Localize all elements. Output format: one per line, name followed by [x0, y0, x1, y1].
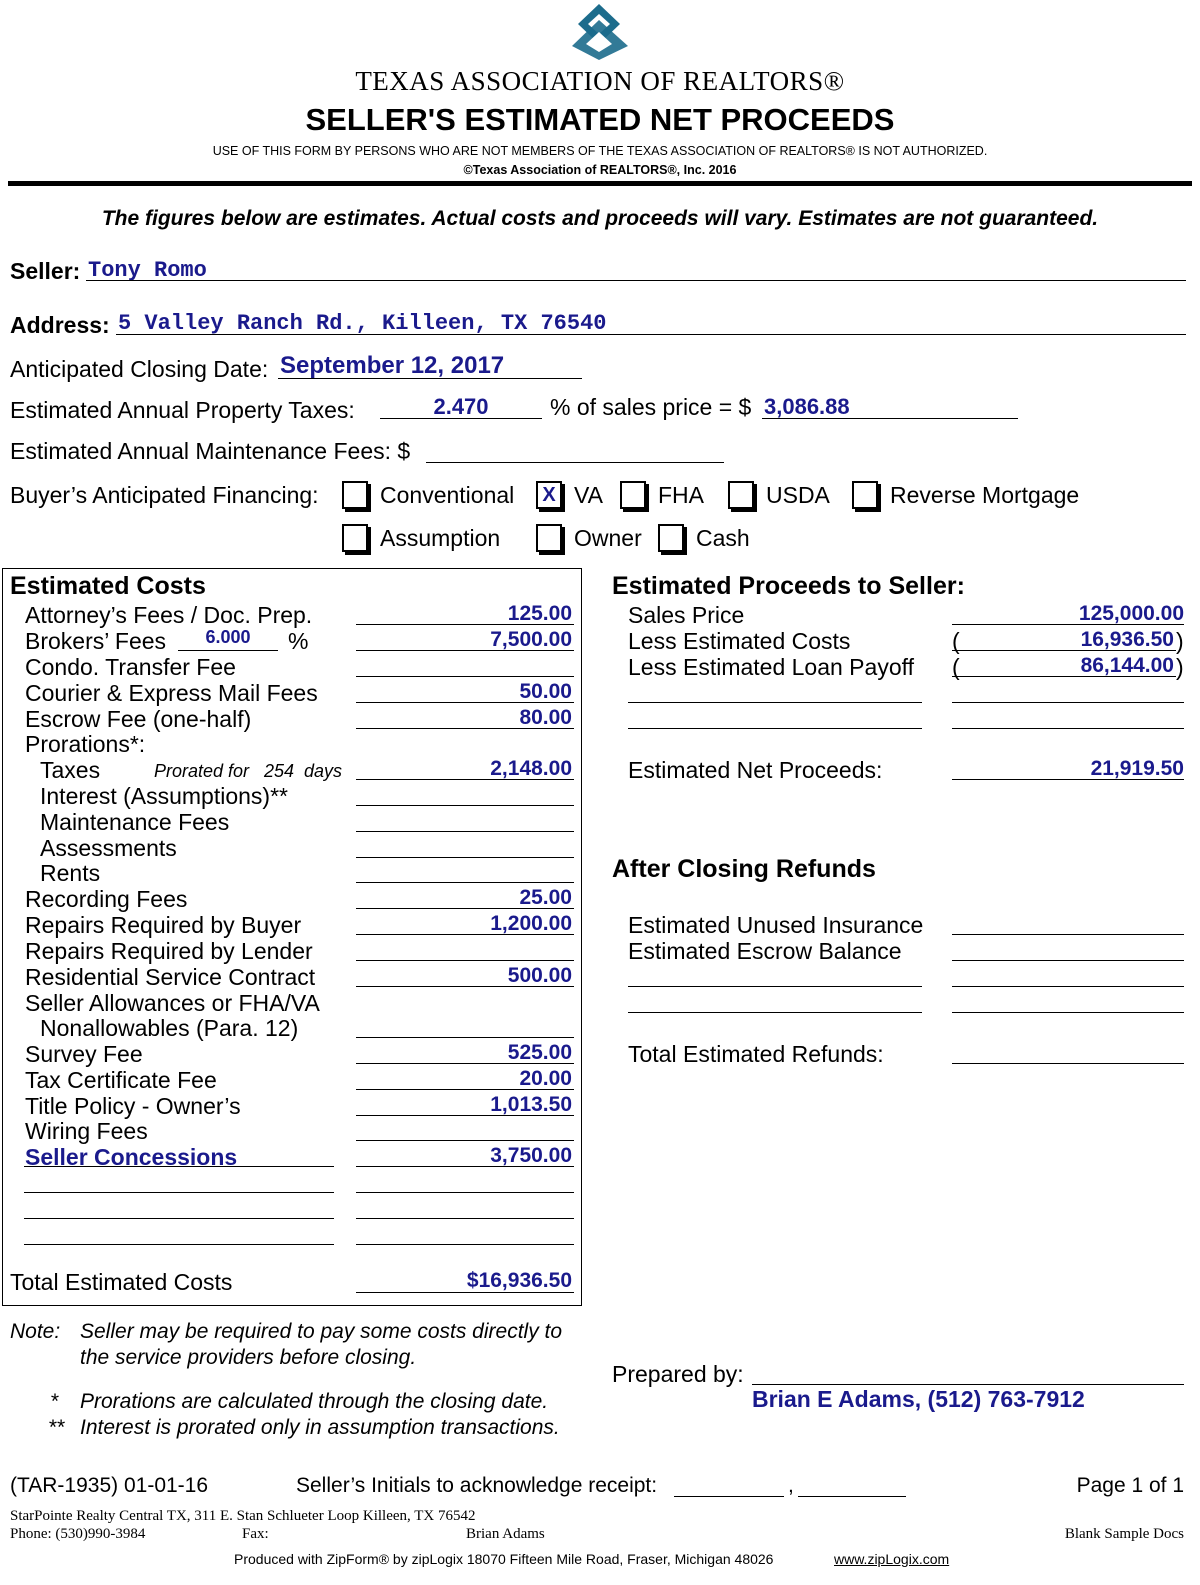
fha-label: FHA	[658, 482, 704, 508]
cost-attorney-field[interactable]: 125.00	[507, 602, 572, 625]
address-underline	[116, 334, 1186, 335]
cost-label-assessments: Assessments	[40, 835, 177, 861]
proration-note-b: days	[304, 761, 343, 781]
total-costs-field[interactable]: $16,936.50	[466, 1269, 572, 1292]
org-name: TEXAS ASSOCIATION OF REALTORS®	[355, 66, 845, 96]
cost-rents-field[interactable]	[356, 882, 574, 883]
broker-pct-field[interactable]: 6.000	[205, 627, 251, 647]
cost-label-attorney: Attorney’s Fees / Doc. Prep.	[25, 602, 313, 628]
extra-refund-label-1[interactable]	[628, 986, 922, 987]
cost-label-repairs-lender: Repairs Required by Lender	[25, 938, 313, 964]
disclaimer: The figures below are estimates. Actual costs and proceeds will vary. Estimates are not guaranteed.	[101, 207, 1099, 230]
note-label: Note:	[10, 1320, 61, 1343]
footnote-prorations: Prorations are calculated through the closing date.	[80, 1390, 549, 1413]
footnote-interest: Interest is prorated only in assumption transactions.	[80, 1416, 560, 1439]
cost-label-repairs-buyer: Repairs Required by Buyer	[25, 912, 302, 938]
owner-checkbox[interactable]	[536, 524, 562, 552]
taxes-label: Estimated Annual Property Taxes:	[10, 397, 355, 423]
cost-repairs-lender-field[interactable]	[356, 960, 574, 961]
extra-proceeds-field-1[interactable]	[952, 702, 1184, 703]
cost-label-rents: Rents	[40, 860, 101, 886]
cost-condo-field[interactable]	[356, 676, 574, 677]
cost-label-wiring: Wiring Fees	[25, 1118, 148, 1144]
cost-label-brokers: Brokers’ Fees	[25, 628, 167, 654]
initials-field-1[interactable]	[674, 1496, 784, 1497]
sales-price-label: Sales Price	[628, 602, 745, 628]
cost-label-survey: Survey Fee	[25, 1041, 143, 1067]
conventional-checkbox[interactable]	[342, 481, 368, 509]
address-label: Address:	[10, 312, 110, 338]
reverse-mortgage-label: Reverse Mortgage	[890, 482, 1080, 508]
proceeds-heading: Estimated Proceeds to Seller:	[612, 572, 965, 600]
total-costs-label: Total Estimated Costs	[10, 1269, 233, 1295]
refunds-heading: After Closing Refunds	[612, 855, 876, 883]
maint-label: Estimated Annual Maintenance Fees: $	[10, 438, 411, 464]
cost-title-policy-field[interactable]: 1,013.50	[490, 1093, 572, 1116]
doc-name: Blank Sample Docs	[1064, 1526, 1184, 1542]
fha-checkbox[interactable]	[620, 481, 646, 509]
cost-label-taxes: Taxes	[40, 757, 101, 783]
form-id: (TAR-1935) 01-01-16	[10, 1474, 209, 1497]
extra-refund-label-2[interactable]	[628, 1012, 922, 1013]
broker-pct-sign: %	[288, 628, 309, 654]
cost-label-allowances: Seller Allowances or FHA/VA	[25, 990, 320, 1016]
assumption-label: Assumption	[380, 525, 501, 551]
cost-service-contract-field[interactable]: 500.00	[507, 964, 572, 987]
cost-assessments-field[interactable]	[356, 857, 574, 858]
cost-allowances-field[interactable]	[356, 1037, 574, 1038]
cost-repairs-buyer-field[interactable]: 1,200.00	[490, 912, 572, 935]
less-loan-close-paren: )	[1176, 654, 1184, 680]
reverse-mortgage-checkbox[interactable]	[852, 481, 878, 509]
cash-checkbox[interactable]	[658, 524, 684, 552]
extra-cost-label-1[interactable]	[24, 1192, 334, 1193]
less-costs-close-paren: )	[1176, 628, 1184, 654]
note-line-1: Seller may be required to pay some costs directly to	[80, 1320, 563, 1343]
extra-cost-label-3[interactable]	[24, 1244, 334, 1245]
less-loan-label: Less Estimated Loan Payoff	[628, 654, 914, 680]
extra-refund-field-1[interactable]	[952, 986, 1184, 987]
initials-separator: ,	[788, 1474, 794, 1497]
escrow-balance-field[interactable]	[952, 960, 1184, 961]
produced-with: Produced with ZipForm® by zipLogix 18070 Fifteen Mile Road, Fraser, Michigan 48026	[234, 1551, 774, 1567]
prepared-by-label: Prepared by:	[612, 1361, 744, 1387]
office-phone: Phone: (530)990-3984	[10, 1526, 146, 1542]
cost-tax-cert-field[interactable]: 20.00	[519, 1067, 572, 1090]
extra-proceeds-field-2[interactable]	[952, 728, 1184, 729]
prepared-by-field[interactable]: Brian E Adams, (512) 763-7912	[752, 1386, 1085, 1412]
cost-label-prorations: Prorations*:	[25, 731, 146, 757]
conventional-label: Conventional	[380, 482, 515, 508]
proration-days: 254	[264, 761, 295, 781]
note-line-2: the service providers before closing.	[80, 1346, 417, 1369]
initials-field-2[interactable]	[798, 1496, 906, 1497]
usage-notice: USE OF THIS FORM BY PERSONS WHO ARE NOT MEMBERS OF THE TEXAS ASSOCIATION OF REALTORS® IS NOT AUTHORIZED.	[212, 144, 988, 158]
cost-label-recording: Recording Fees	[25, 886, 188, 912]
sales-price-field[interactable]: 125,000.00	[1078, 602, 1184, 625]
usda-checkbox[interactable]	[728, 481, 754, 509]
tar-logo-icon	[568, 2, 630, 62]
seller-field[interactable]: Tony Romo	[88, 258, 207, 283]
less-loan-field[interactable]: 86,144.00	[1080, 654, 1174, 677]
cost-label-service-contract: Residential Service Contract	[25, 964, 316, 990]
owner-label: Owner	[574, 525, 642, 551]
cost-label-escrow: Escrow Fee (one-half)	[25, 706, 252, 732]
office-line: StarPointe Realty Central TX, 311 E. Stan Schlueter Loop Killeen, TX 76542	[10, 1508, 476, 1524]
extra-proceeds-label-2[interactable]	[628, 728, 922, 729]
extra-cost-field-1[interactable]	[356, 1192, 574, 1193]
less-loan-open-paren: (	[952, 654, 960, 680]
maint-fee-field[interactable]	[426, 462, 724, 463]
form-title: SELLER'S ESTIMATED NET PROCEEDS	[305, 102, 895, 137]
less-costs-label: Less Estimated Costs	[628, 628, 851, 654]
less-costs-field[interactable]: 16,936.50	[1080, 628, 1174, 651]
address-field[interactable]: 5 Valley Ranch Rd., Killeen, TX 76540	[118, 311, 607, 336]
seller-label: Seller:	[10, 258, 81, 284]
cost-label-condo: Condo. Transfer Fee	[25, 654, 236, 680]
tax-rate-field[interactable]: 2.470	[433, 394, 489, 419]
cost-label-nonallowables: Nonallowables (Para. 12)	[40, 1015, 299, 1041]
cash-label: Cash	[696, 525, 750, 551]
cost-label-interest: Interest (Assumptions)**	[40, 783, 288, 809]
tax-amount-field[interactable]: 3,086.88	[764, 394, 850, 419]
cost-wiring-field[interactable]	[356, 1140, 574, 1141]
tax-mid-label: % of sales price = $	[550, 394, 752, 420]
extra-cost-label-2[interactable]	[24, 1218, 334, 1219]
cost-escrow-field[interactable]: 80.00	[519, 706, 572, 729]
total-refunds-label: Total Estimated Refunds:	[628, 1041, 884, 1067]
extra-cost-field-3[interactable]	[356, 1244, 574, 1245]
cost-label-title-policy: Title Policy - Owner’s	[25, 1093, 241, 1119]
closing-label: Anticipated Closing Date:	[10, 356, 269, 382]
total-refunds-field[interactable]	[952, 1063, 1184, 1064]
extra-cost-field-2[interactable]	[356, 1218, 574, 1219]
unused-insurance-field[interactable]	[952, 934, 1184, 935]
net-proceeds-field[interactable]: 21,919.50	[1090, 757, 1184, 780]
office-fax: Fax:	[242, 1526, 269, 1542]
closing-date-field[interactable]: September 12, 2017	[280, 352, 505, 379]
net-proceeds-label: Estimated Net Proceeds:	[628, 757, 883, 783]
copyright: ©Texas Association of REALTORS®, Inc. 2016	[463, 163, 737, 177]
cost-seller-concessions-field[interactable]: 3,750.00	[490, 1144, 572, 1167]
cost-label-courier: Courier & Express Mail Fees	[25, 680, 318, 706]
footnote-star-2: **	[48, 1416, 65, 1439]
closing-underline	[278, 378, 582, 379]
cost-brokers-field[interactable]: 7,500.00	[490, 628, 572, 651]
tax-amount-underline	[762, 418, 1018, 419]
cost-label-tax-cert: Tax Certificate Fee	[25, 1067, 217, 1093]
cost-label-seller-concessions[interactable]: Seller Concessions	[25, 1144, 238, 1170]
cost-maintenance-field[interactable]	[356, 831, 574, 832]
proration-note-a: Prorated for	[154, 761, 250, 781]
escrow-balance-label: Estimated Escrow Balance	[628, 938, 902, 964]
extra-refund-field-2[interactable]	[952, 1012, 1184, 1013]
va-checkbox[interactable]: X	[536, 481, 562, 509]
page-number: Page 1 of 1	[1076, 1474, 1184, 1497]
assumption-checkbox[interactable]	[342, 524, 368, 552]
cost-label-maintenance: Maintenance Fees	[40, 809, 230, 835]
less-costs-open-paren: (	[952, 628, 960, 654]
unused-insurance-label: Estimated Unused Insurance	[628, 912, 924, 938]
costs-heading: Estimated Costs	[10, 572, 206, 600]
header-rule	[8, 181, 1192, 186]
va-label: VA	[574, 482, 603, 508]
cost-survey-field[interactable]: 525.00	[507, 1041, 572, 1064]
financing-label: Buyer’s Anticipated Financing:	[10, 482, 319, 508]
seller-underline	[86, 280, 1186, 281]
agent-name: Brian Adams	[466, 1526, 545, 1542]
cost-interest-field[interactable]	[356, 805, 574, 806]
ziplogix-link[interactable]: www.zipLogix.com	[834, 1551, 950, 1567]
footnote-star-1: *	[50, 1390, 59, 1413]
cost-courier-field[interactable]: 50.00	[519, 680, 572, 703]
usda-label: USDA	[766, 482, 830, 508]
cost-taxes-field[interactable]: 2,148.00	[490, 757, 572, 780]
cost-recording-field[interactable]: 25.00	[519, 886, 572, 909]
extra-proceeds-label-1[interactable]	[628, 702, 922, 703]
initials-label: Seller’s Initials to acknowledge receipt:	[296, 1474, 658, 1497]
tax-rate-underline	[380, 418, 542, 419]
